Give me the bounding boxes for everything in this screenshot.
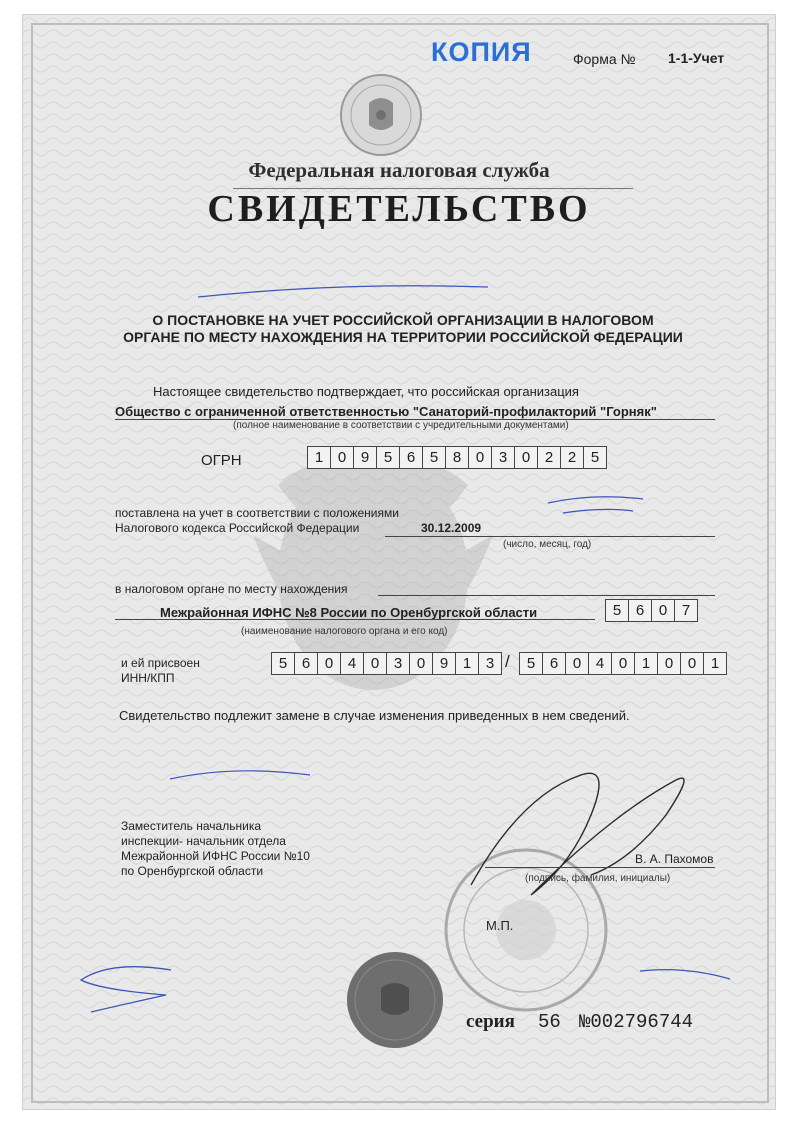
ogrn-label: ОГРН: [201, 452, 242, 469]
ink-pen-stroke: [193, 277, 493, 303]
official-title-line: Заместитель начальника: [121, 819, 262, 833]
organization-name-caption: (полное наименование в соответствии с учредительными документами): [233, 420, 569, 431]
digit-cell: 5: [271, 652, 295, 675]
digit-cell: 5: [519, 652, 543, 675]
digit-cell: 4: [588, 652, 612, 675]
digit-cell: 0: [651, 599, 675, 622]
digit-cell: 3: [491, 446, 515, 469]
series-value: 56: [538, 1011, 561, 1033]
digit-cell: 6: [542, 652, 566, 675]
digit-cell: 0: [409, 652, 433, 675]
signer-name: В. А. Пахомов: [635, 852, 714, 866]
handwritten-signature: [461, 755, 701, 915]
digit-cell: 1: [455, 652, 479, 675]
digit-cell: 2: [560, 446, 584, 469]
digit-cell: 4: [340, 652, 364, 675]
seal-place-label: М.П.: [486, 918, 514, 933]
digit-cell: 0: [468, 446, 492, 469]
digit-cell: 2: [537, 446, 561, 469]
digit-cell: 5: [605, 599, 629, 622]
digit-cell: 6: [628, 599, 652, 622]
inn-digit-boxes: [271, 652, 501, 675]
digit-cell: 1: [634, 652, 658, 675]
digit-cell: 0: [317, 652, 341, 675]
form-number: 1-1-Учет: [668, 50, 725, 66]
document-title: СВИДЕТЕЛЬСТВО: [207, 188, 591, 230]
digit-cell: 8: [445, 446, 469, 469]
digit-cell: 0: [514, 446, 538, 469]
signature-caption: (подпись, фамилия, инициалы): [525, 873, 671, 884]
digit-cell: 0: [657, 652, 681, 675]
confirm-text: Настоящее свидетельство подтверждает, что российская организация: [153, 384, 579, 399]
agency-name: Федеральная налоговая служба: [248, 158, 550, 182]
tax-office-code-boxes: [605, 599, 697, 622]
official-title-line: инспекции- начальник отдела: [121, 834, 286, 848]
inn-label-2: ИНН/КПП: [121, 671, 175, 685]
digit-cell: 9: [432, 652, 456, 675]
digit-cell: 3: [478, 652, 502, 675]
inn-label-1: и ей присвоен: [121, 656, 200, 670]
ogrn-digit-boxes: [307, 446, 606, 469]
replacement-note: Свидетельство подлежит замене в случае изменения приведенных в нем сведений.: [119, 708, 630, 723]
copy-stamp: КОПИЯ: [431, 37, 532, 67]
hologram-seal: [345, 950, 445, 1050]
organization-name: Общество с ограниченной ответственностью "Санаторий-профилакторий "Горняк": [115, 404, 715, 420]
digit-cell: 6: [294, 652, 318, 675]
digit-cell: 7: [674, 599, 698, 622]
ink-mark: [543, 491, 653, 521]
signature-line: [485, 867, 715, 868]
location-text: в налоговом органе по месту нахождения: [115, 582, 348, 596]
registered-line-2: Налогового кодекса Российской Федерации: [115, 521, 360, 535]
digit-cell: 0: [680, 652, 704, 675]
official-title: [121, 819, 310, 879]
digit-cell: 6: [399, 446, 423, 469]
tax-office-caption: (наименование налогового органа и его код): [241, 626, 448, 637]
date-caption: (число, месяц, год): [503, 539, 592, 550]
digit-cell: 9: [353, 446, 377, 469]
registration-date: 30.12.2009: [421, 521, 482, 535]
digit-cell: 3: [386, 652, 410, 675]
digit-cell: 0: [363, 652, 387, 675]
ink-stroke-right: [635, 961, 735, 991]
digit-cell: 0: [565, 652, 589, 675]
digit-cell: 1: [307, 446, 331, 469]
official-title-line: по Оренбургской области: [121, 864, 264, 878]
tax-office-line: [115, 619, 595, 620]
digit-cell: 1: [703, 652, 727, 675]
form-label: Форма №: [573, 51, 636, 67]
document-subtitle: О ПОСТАНОВКЕ НА УЧЕТ РОССИЙСКОЙ ОРГАНИЗАЦИИ В НАЛОГОВОМ ОРГАНЕ ПО МЕСТУ НАХОЖДЕНИЯ НА ТЕРРИТОРИИ РОССИЙСКОЙ ФЕДЕРАЦИИ: [123, 312, 683, 345]
ink-stroke-left: [165, 761, 315, 791]
certificate-number: №002796744: [579, 1011, 694, 1033]
ink-curl-left: [71, 950, 181, 1020]
digit-cell: 5: [583, 446, 607, 469]
digit-cell: 0: [330, 446, 354, 469]
emblem-icon: [339, 73, 423, 157]
official-title-line: Межрайонной ИФНС России №10: [121, 849, 310, 863]
digit-cell: 5: [376, 446, 400, 469]
series-label: серия: [466, 1011, 515, 1032]
inn-kpp-slash: /: [505, 652, 510, 671]
location-line: [378, 582, 715, 596]
kpp-digit-boxes: [519, 652, 726, 675]
digit-cell: 0: [611, 652, 635, 675]
digit-cell: 5: [422, 446, 446, 469]
certificate-sheet: [22, 14, 776, 1110]
tax-office-name: Межрайонная ИФНС №8 России по Оренбургской области: [160, 605, 538, 620]
registered-line-1: поставлена на учет в соответствии с положениями: [115, 506, 399, 520]
ornamental-frame: [31, 23, 769, 1103]
